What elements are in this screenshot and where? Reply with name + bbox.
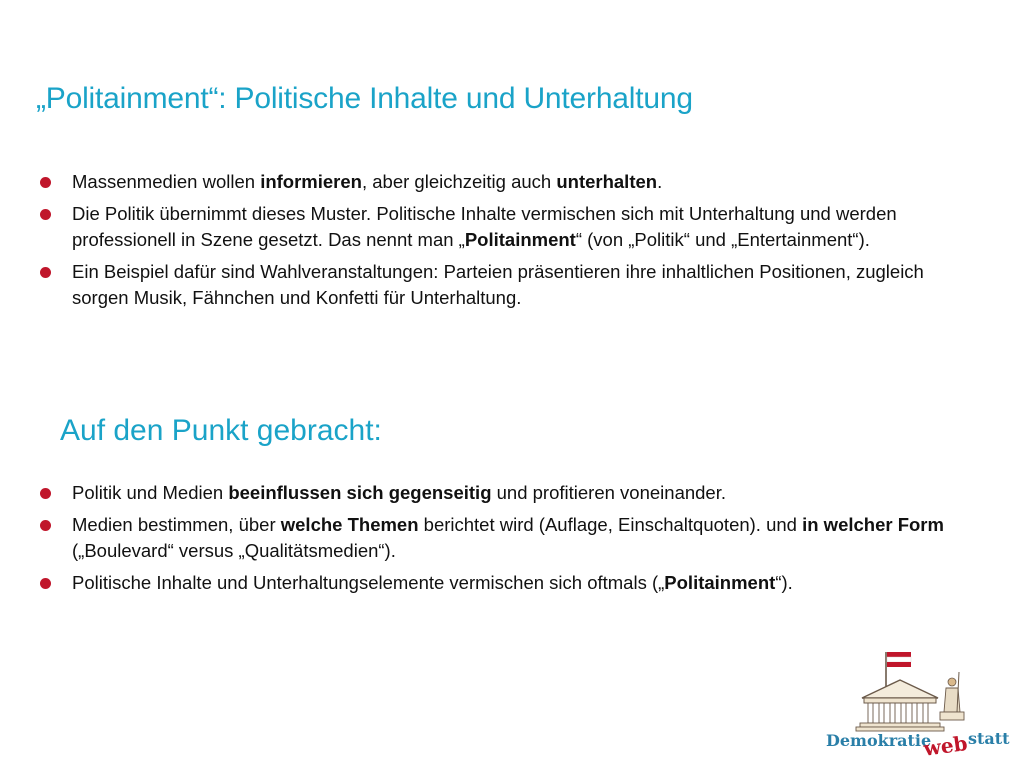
list-item bbox=[36, 570, 966, 596]
emphasis-text: unterhalten bbox=[556, 171, 658, 192]
emphasis-text: beeinflussen sich gegenseitig bbox=[228, 482, 492, 503]
demokratiewebstatt-logo bbox=[826, 646, 1012, 762]
list-item bbox=[36, 259, 966, 311]
list-item bbox=[36, 480, 966, 506]
emphasis-text: welche Themen bbox=[280, 514, 419, 535]
bullet-dot-icon bbox=[40, 520, 51, 531]
emphasis-text: in welcher Form bbox=[802, 514, 944, 535]
bullet-dot-icon bbox=[40, 267, 51, 278]
list-item-text: Ein Beispiel dafür sind Wahlveranstaltungen: Parteien präsentieren ihre inhaltlichen Positionen, zugleich sorgen Musik, Fähnchen und Konfetti für Unterhaltung. bbox=[72, 261, 924, 308]
list-item bbox=[36, 169, 966, 195]
list-item-text: Politische Inhalte und Unterhaltungselemente vermischen sich oftmals („Politainment“). bbox=[72, 572, 793, 593]
list-item-text: Massenmedien wollen informieren, aber gleichzeitig auch unterhalten. bbox=[72, 171, 663, 192]
bullet-dot-icon bbox=[40, 209, 51, 220]
list-item bbox=[36, 201, 966, 253]
logo-text-web: web bbox=[922, 730, 969, 761]
bullet-dot-icon bbox=[40, 578, 51, 589]
logo-text-statt: statt bbox=[968, 729, 1010, 748]
bullet-list-intro bbox=[36, 169, 966, 317]
bullet-dot-icon bbox=[40, 177, 51, 188]
list-item-text: Medien bestimmen, über welche Themen berichtet wird (Auflage, Einschaltquoten). und in welcher Form („Boulevard“ versus „Qualitätsmedien“). bbox=[72, 514, 944, 561]
list-item-text: Die Politik übernimmt dieses Muster. Politische Inhalte vermischen sich mit Unterhaltung und werden professionell in Szene gesetzt. Das nennt man „Politainment“ (von „Politik“ und „Entertainment“). bbox=[72, 203, 897, 250]
emphasis-text: Politainment bbox=[464, 229, 576, 250]
list-item bbox=[36, 512, 966, 564]
list-item-text: Politik und Medien beeinflussen sich gegenseitig und profitieren voneinander. bbox=[72, 482, 727, 503]
emphasis-text: Politainment bbox=[664, 572, 776, 593]
logo-text-demokratie: Demokratie bbox=[826, 731, 932, 750]
section-heading: Auf den Punkt gebracht: bbox=[60, 414, 382, 447]
bullet-list-summary bbox=[36, 480, 966, 602]
emphasis-text: informieren bbox=[260, 171, 362, 192]
bullet-dot-icon bbox=[40, 488, 51, 499]
slide-title: „Politainment“: Politische Inhalte und Unterhaltung bbox=[36, 82, 693, 115]
